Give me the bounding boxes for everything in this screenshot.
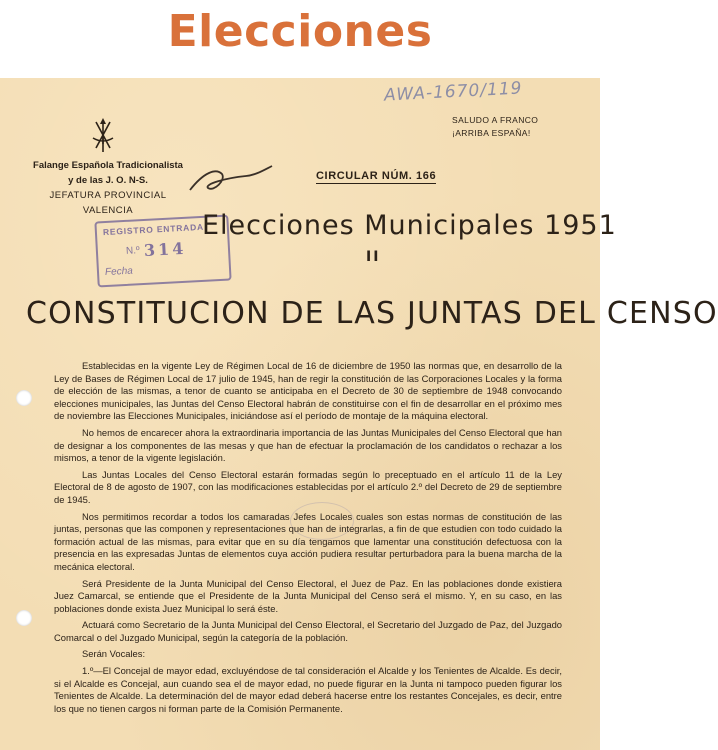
stamp-number-label: N.º <box>125 245 140 257</box>
stamp-heading: REGISTRO ENTRADA <box>102 221 205 238</box>
greeting-line-2: ¡ARRIBA ESPAÑA! <box>452 128 531 138</box>
stamp-number: 314 <box>143 238 187 260</box>
punch-hole <box>16 390 32 406</box>
handwritten-signature <box>186 164 276 198</box>
circular-number: CIRCULAR NÚM. 166 <box>316 170 437 182</box>
document-heading: CONSTITUCION DE LAS JUNTAS DEL CENSO <box>26 296 718 331</box>
org-line-4: VALENCIA <box>82 205 134 216</box>
org-line-2: y de las J. O. N-S. <box>68 175 148 186</box>
org-line-3: JEFATURA PROVINCIAL <box>49 190 167 201</box>
stamp-date-label: Fecha <box>104 265 134 279</box>
archive-reference: AWA-1670/119 <box>383 78 523 106</box>
paragraph: Serán Vocales: <box>82 648 146 660</box>
org-line-1: Falange Española Tradicionalista <box>33 160 183 171</box>
paragraph: Establecidas en la vigente Ley de Régimen Local de 16 de diciembre de 1950 las normas que, en desarrollo de la Ley de Bases de Régimen Local de 17 julio de 1945, han de regir la constitución de las Corporaciones Locales y la forma de elección de las mismas, a tenor de cuanto se anticipaba en el Decreto de 30 de septiembre de 1948 convocando elecciones municipales, las Juntas del Censo Electoral habrán de constituirse con el fin de desarrollar en el próximo mes de noviembre las Elecciones Municipales, iniciándose así el período de montaje de la máquina electoral. <box>54 360 562 422</box>
yoke-arrows-emblem-icon <box>88 118 118 154</box>
greeting-block <box>452 114 538 140</box>
document-title: Elecciones Municipales 1951 <box>202 210 617 241</box>
paragraph: Será Presidente de la Junta Municipal del Censo Electoral, el Juez de Paz. En las poblaciones donde existiera Juez Camarcal, se entiende que el Presidente de la Junta Municipal del Censo será el mismo. Y, en su caso, en las poblaciones donde exista Juez Municipal lo será éste. <box>54 577 562 614</box>
paragraph: No hemos de encarecer ahora la extraordinaria importancia de las Juntas Municipales del Censo Electoral que han de designar a los componentes de las mesas y que han de efectuar la proclamación de los candidatos o rechazar a los mismos, a tenor de la vigente legislación. <box>54 426 562 464</box>
organization-block <box>26 158 190 218</box>
document-scan <box>0 78 718 750</box>
page-title: Elecciones <box>167 6 433 57</box>
section-numeral: II <box>366 249 381 265</box>
paragraph: Actuará como Secretario de la Junta Municipal del Censo Electoral, el Secretario del Juzgado de Paz, del Juzgado Comarcal o del Juzgado Municipal, según la categoría de la población. <box>54 619 562 643</box>
body-text <box>54 360 562 719</box>
paragraph: Nos permitimos recordar a todos los camaradas Jefes Locales cuales son estas normas de constitución de las juntas, personas que las componen y representaciones que han de integrarlas, a fin de que estudien con todo cuidado la formación actual de las mismas, para evitar que en su día tengamos que lamentar una constitución defectuosa con la presencia en las expresadas Juntas de elementos cuya acción pudiera resultar perturbadora para la buena marcha de la mecánica electoral. <box>54 510 562 572</box>
paragraph: 1.º—El Concejal de mayor edad, excluyéndose de tal consideración el Alcalde y los Tenientes de Alcalde. Es decir, si el Alcalde es Concejal, aun cuando sea el de mayor edad, no puede figurar en la Junta ni tampoco pueden figurar los Tenientes de Alcalde. La determinación del de mayor edad deberá hacerse entre los restantes Concejales, es decir, entre los que no tienen cargos ni forman parte de la Comisión Permanente. <box>54 665 562 714</box>
page-header <box>0 0 600 78</box>
paragraph: Las Juntas Locales del Censo Electoral estarán formadas según lo preceptuado en el artículo 11 de la Ley Electoral de 8 de agosto de 1907, con las modificaciones establecidas por el artículo 2.º del Decreto de 29 de septiembre de 1945. <box>54 468 562 505</box>
punch-hole <box>16 610 32 626</box>
greeting-line-1: SALUDO A FRANCO <box>452 115 539 125</box>
